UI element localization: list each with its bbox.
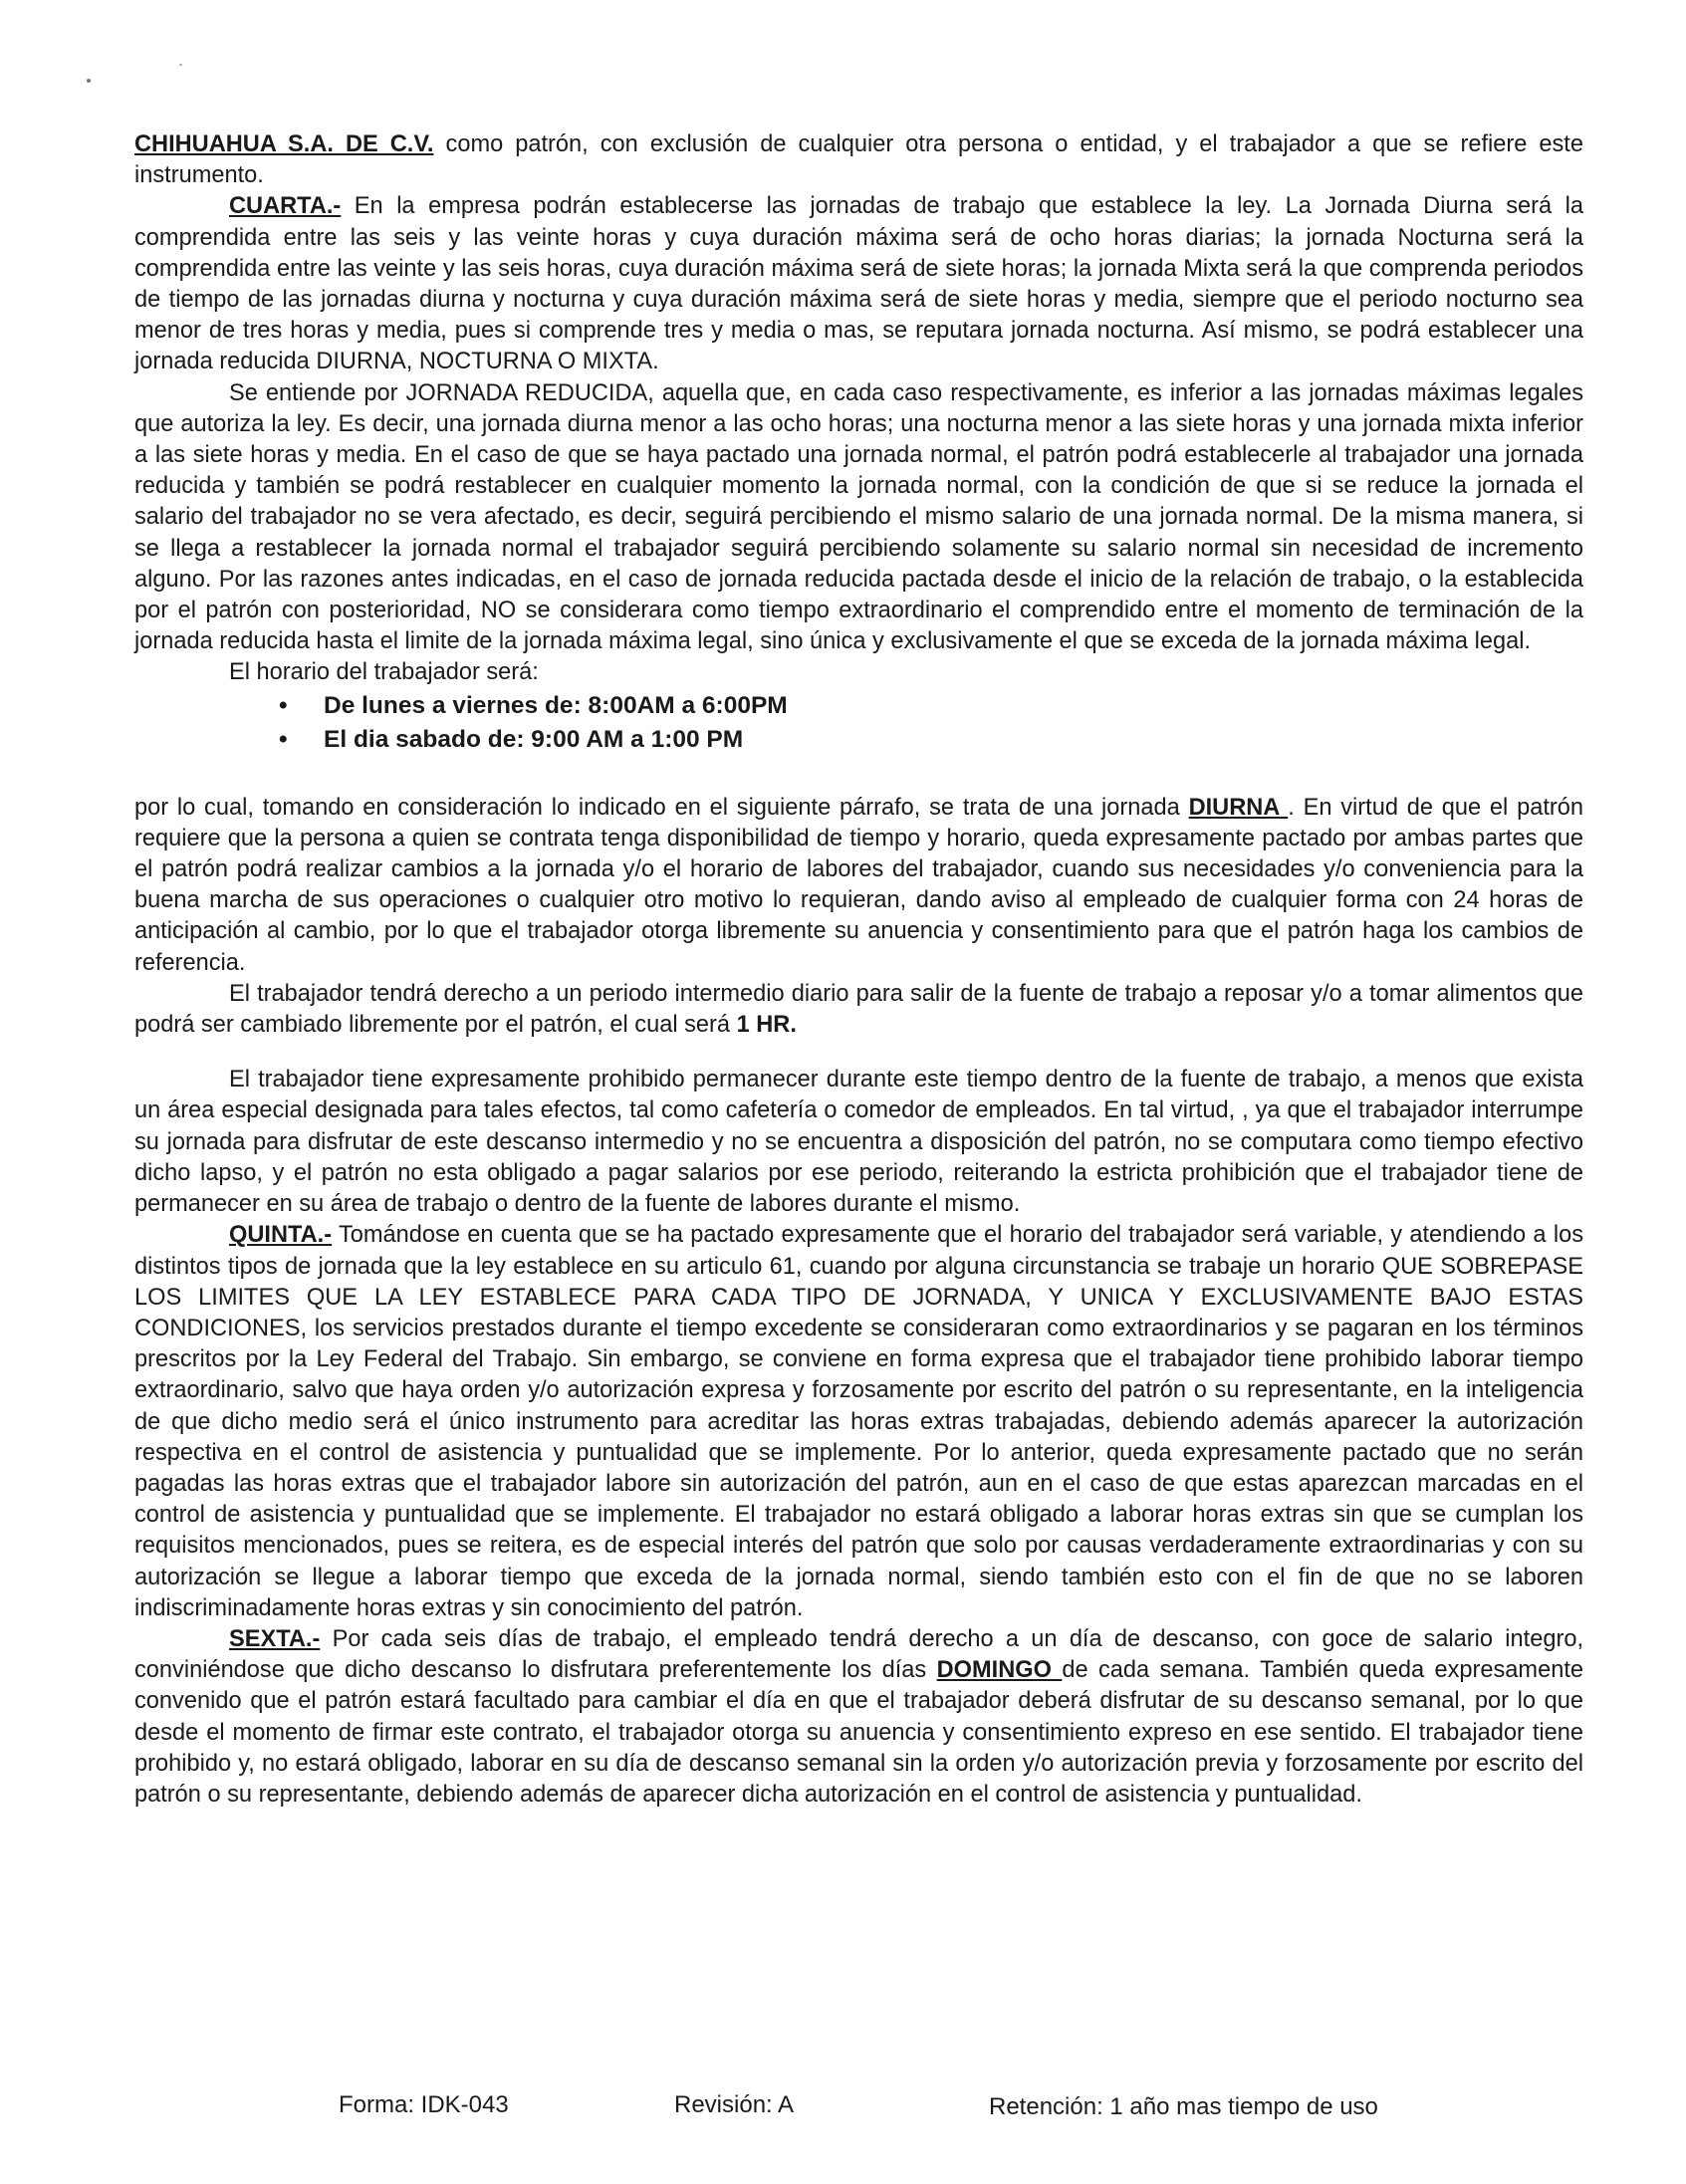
jornada-type-emphasis: DIURNA (1188, 794, 1289, 821)
clause-quinta (134, 1220, 1583, 1624)
footer-form-code: Forma: IDK-043 (339, 2091, 509, 2118)
intro-paragraph (134, 129, 1583, 191)
sexta-text-after: de cada semana. También queda expresamente convenido que el patrón estará facultado para cambiar el día en que el trabajador deberá disfrutar de su descanso semanal, por lo que desde el momento de firmar este contrato, el trabajador otorga su anuencia y consentimiento expreso en ese sentido. El trabajador tiene prohibido y, no estará obligado, laborar en su día de descanso semanal sin la orden y/o autorización previa y forzosamente por escrito del patrón o su representante, debiendo además de aparecer dicha autorización en el control de asistencia y puntualidad. (134, 1657, 1583, 1808)
clause-cuarta-text: En la empresa podrán establecerse las jornadas de trabajo que establece la ley. La Jornada Diurna será la comprendida entre las seis y las veinte horas y cuya duración máxima será de ocho horas diarias; la jornada Nocturna será la comprendida entre las veinte y las seis horas, cuya duración máxima será de siete horas; la jornada Mixta será la que comprenda periodos de tiempo de las jornadas diurna y nocturna y cuya duración máxima será de siete horas y media, siempre que el periodo nocturno sea menor de tres horas y media, pues si comprende tres y media o mas, se reputara jornada nocturna. Así mismo, se podrá establecer una jornada reducida DIURNA, NOCTURNA O MIXTA. (134, 193, 1583, 375)
scan-speck (87, 79, 91, 83)
break-duration: 1 HR. (736, 1012, 797, 1039)
clause-quinta-heading: QUINTA.- (229, 1222, 333, 1249)
schedule-weekdays: • De lunes a viernes de: 8:00AM a 6:00PM (324, 689, 1583, 723)
schedule-saturday: • El dia sabado de: 9:00 AM a 1:00 PM (324, 723, 1583, 757)
horario-intro: El horario del trabajador será: (229, 659, 539, 686)
spacer (134, 1041, 1583, 1065)
clause-quinta-text: Tomándose en cuenta que se ha pactado expresamente que el horario del trabajador será variable, y atendiendo a los distintos tipos de jornada que la ley establece en su articulo 61, cuando por alguna circunstancia se trabaje un horario QUE SOBREPASE LOS LIMITES QUE LA LEY ESTABLECE PARA CADA TIPO DE JORNADA, Y UNICA Y EXCLUSIVAMENTE BAJO ESTAS CONDICIONES, los servicios prestados durante el tiempo excedente se consideraran como extraordinarios y se pagaran en los términos prescritos por la Ley Federal del Trabajo. Sin embargo, se conviene en forma expresa que el trabajador tiene prohibido laborar tiempo extraordinario, salvo que haya orden y/o autorización expresa y forzosamente por escrito del patrón o su representante, en la inteligencia de que dicho medio será el único instrumento para acreditar las horas extras trabajadas, debiendo además aparecer la autorización respectiva en el control de asistencia y puntualidad que se implemente. Por lo anterior, queda expresamente pactado que no serán pagadas las horas extras que el trabajador labore sin autorización del patrón, aun en el caso de que estas aparezcan marcadas en el control de asistencia y puntualidad que se implemente. El trabajador no estará obligado a laborar horas extras sin que se cumplan los requisitos mencionados, pues se reitera, es de especial interés del patrón que solo por causas verdaderamente extraordinarias y con su autorización se llegue a laborar tiempo que exceda de la jornada normal, siendo también esto con el fin de que no se laboren indiscriminadamente horas extras y sin conocimiento del patrón. (134, 1222, 1583, 1621)
jornada-diurna-paragraph (134, 793, 1583, 979)
company-name: CHIHUAHUA S.A. DE C.V. (134, 131, 434, 157)
spacer (134, 757, 1583, 793)
intermedio-text: El trabajador tendrá derecho a un periodo intermedio diario para salir de la fuente de trabajo a reposar y/o a tomar alimentos que podrá ser cambiado libremente por el patrón, el cual será (134, 980, 1583, 1039)
clause-cuarta (134, 191, 1583, 377)
jornada-reducida-paragraph: Se entiende por JORNADA REDUCIDA, aquella que, en cada caso respectivamente, es inferior a las jornadas máximas legales que autoriza la ley. Es decir, una jornada diurna menor a las ocho horas; una nocturna menor a las siete horas y una jornada mixta inferior a las siete horas y media. En el caso de que se haya pactado una jornada normal, el patrón podrá establecerle al trabajador una jornada reducida y también se podrá restablecer en cualquier momento la jornada normal, con la condición de que si se reduce la jornada el salario del trabajador no se vera afectado, es decir, seguirá percibiendo el mismo salario de una jornada normal. De la misma manera, si se llega a restablecer la jornada normal el trabajador seguirá percibiendo solamente su salario normal sin necesidad de incremento alguno. Por las razones antes indicadas, en el caso de jornada reducida pactada desde el inicio de la relación de trabajo, o la establecida por el patrón con posterioridad, NO se considerara como tiempo extraordinario el comprendido entre el momento de terminación de la jornada reducida hasta el limite de la jornada máxima legal, sino única y exclusivamente el que se exceda de la jornada máxima legal. (134, 379, 1583, 655)
periodo-intermedio-paragraph (134, 979, 1583, 1041)
footer-retention: Retención: 1 año mas tiempo de uso (989, 2093, 1378, 2120)
clause-sexta (134, 1624, 1583, 1811)
rest-day-emphasis: DOMINGO (936, 1657, 1063, 1684)
diurna-text-before: por lo cual, tomando en consideración lo indicado en el siguiente párrafo, se trata de una jornada (134, 794, 1189, 821)
prohibicion-paragraph: El trabajador tiene expresamente prohibido permanecer durante este tiempo dentro de la fuente de trabajo, a menos que exista un área especial designada para tales efectos, tal como cafetería o comedor de empleados. En tal virtud, , ya que el trabajador interrumpe su jornada para disfrutar de este descanso intermedio y no se encuentra a disposición del patrón, no se computara como tiempo efectivo dicho lapso, y el patrón no esta obligado a pagar salarios por ese periodo, reiterando la estricta prohibición que el trabajador tiene de permanecer en su área de trabajo o dentro de la fuente de labores durante el mismo. (134, 1067, 1583, 1218)
clause-sexta-heading: SEXTA.- (229, 1625, 321, 1652)
footer-revision: Revisión: A (674, 2091, 795, 2118)
scan-speck (179, 64, 182, 66)
intro-text: como patrón, con exclusión de cualquier otra persona o entidad, y el trabajador a que se refiere este instrumento. (134, 131, 1583, 189)
schedule-list (134, 689, 1583, 757)
document-body (134, 129, 1583, 1811)
clause-cuarta-heading: CUARTA.- (229, 193, 342, 220)
sexta-text-before: Por cada seis días de trabajo, el empleado tendrá derecho a un día de descanso, con goce de salario integro, conviniéndose que dicho descanso lo disfrutara preferentemente los días (134, 1625, 1583, 1684)
diurna-text-after: . En virtud de que el patrón requiere que la persona a quien se contrata tenga disponibilidad de tiempo y horario, queda expresamente pactado por ambas partes que el patrón podrá realizar cambios a la jornada y/o el horario de labores del trabajador, cuando sus necesidades y/o conveniencia para la buena marcha de sus operaciones o cualquier otro motivo lo requieran, dando aviso al empleado de cualquier forma con 24 horas de anticipación al cambio, por lo que el trabajador otorga libremente su anuencia y consentimiento para que el patrón haga los cambios de referencia. (134, 794, 1583, 976)
